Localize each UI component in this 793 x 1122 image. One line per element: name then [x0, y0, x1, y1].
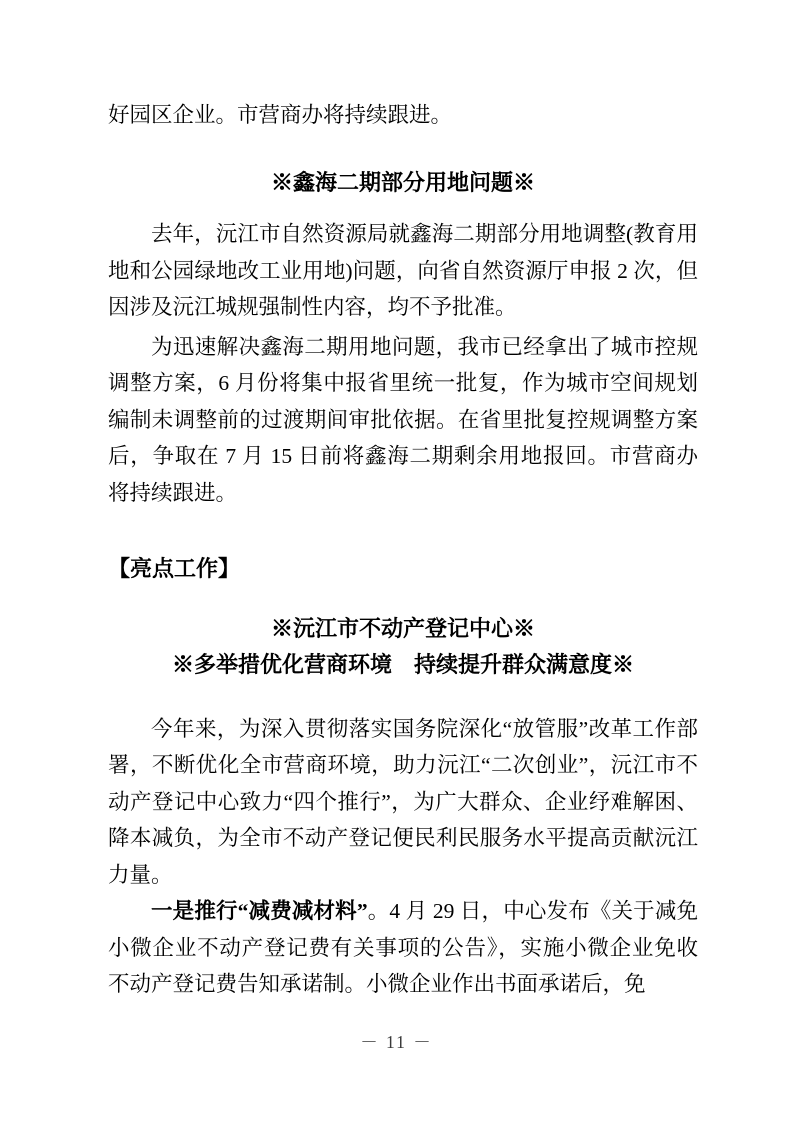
highlight-paragraph-2 [108, 893, 698, 1003]
continued-paragraph: 好园区企业。市营商办将持续跟进。 [108, 103, 453, 127]
highlight-paragraph-2-rest: 。4 月 29 日，中心发布《关于减免小微企业不动产登记费有关事项的公告》，实施小微企业免收不动产登记费告知承诺制。小微企业作出书面承诺后，免 [108, 899, 698, 996]
highlight-paragraph-2-bold-lead: 一是推行“减费减材料” [151, 899, 368, 923]
xinhai-paragraph-2: 为迅速解决鑫海二期用地问题，我市已经拿出了城市控规调整方案，6 月份将集中报省里统一批复，作为城市空间规划编制未调整前的过渡期间审批依据。在省里批复控规调整方案后，争取在 7 月 15 日前将鑫海二期剩余用地报回。市营商办将持续跟进。 [108, 334, 698, 505]
highlight-heading-line2: ※多举措优化营商环境 持续提升群众满意度※ [171, 652, 634, 677]
highlight-heading-line1: ※沅江市不动产登记中心※ [270, 615, 535, 641]
highlight-section-label: 【亮点工作】 [108, 556, 241, 581]
highlight-paragraph-1: 今年来，为深入贯彻落实国务院深化“放管服”改革工作部署，不断优化全市营商环境，助力沅江“二次创业”，沅江市不动产登记中心致力“四个推行”，为广大群众、企业纾难解困、降本减负，为全市不动产登记便民利民服务水平提高贡献沅江力量。 [108, 716, 698, 887]
document-content [108, 0, 698, 1003]
section-heading-xinhai: ※鑫海二期部分用地问题※ [270, 169, 535, 195]
page-number: － 11 － [360, 1032, 433, 1052]
xinhai-paragraph-1: 去年，沅江市自然资源局就鑫海二期部分用地调整(教育用地和公园绿地改工业用地)问题，向省自然资源厅申报 2 次，但因涉及沅江城规强制性内容，均不予批准。 [108, 222, 698, 319]
